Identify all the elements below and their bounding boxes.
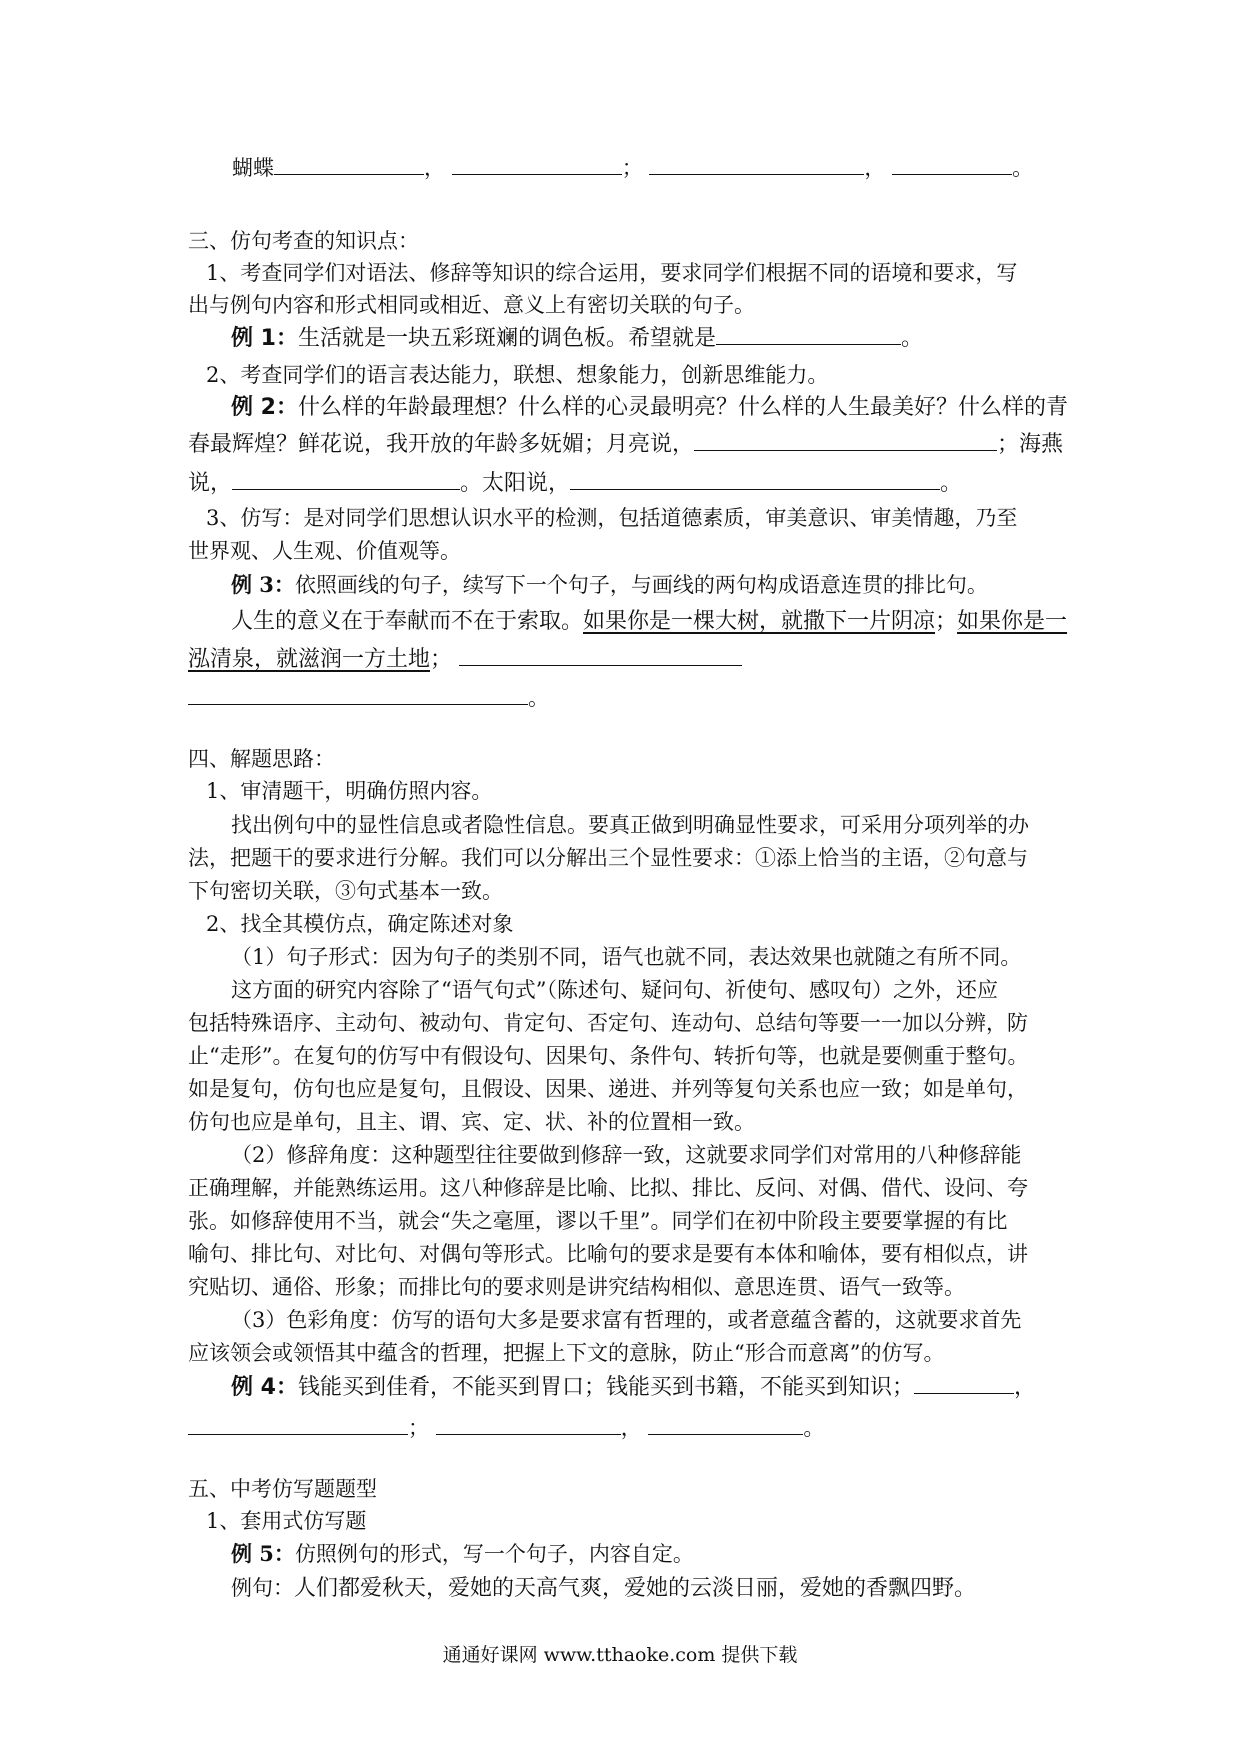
example-5-sentence: 例句：人们都爱秋天，爱她的天高气爽，爱她的云淡日丽，爱她的香飘四野。	[231, 1576, 977, 1601]
section-3-heading: 三、仿句考查的知识点：	[188, 229, 419, 253]
answer-blank[interactable]	[436, 1414, 621, 1435]
example-3-line: 泓清泉，就滋润一方土地；	[188, 645, 742, 675]
answer-blank[interactable]	[648, 1414, 803, 1435]
section-5-heading: 五、中考仿写题题型	[188, 1477, 377, 1501]
paragraph: 应该领会或领悟其中蕴含的哲理，把握上下文的意脉，防止“形合而意离”的仿写。	[188, 1341, 945, 1365]
paragraph: 法，把题干的要求进行分解。我们可以分解出三个显性要求：①添上恰当的主语，②句意与	[188, 846, 1028, 870]
butterfly-fill-line: 蝴蝶 ， ； ， 。	[232, 156, 1034, 180]
answer-blank[interactable]	[649, 154, 864, 175]
answer-blank[interactable]	[459, 645, 742, 666]
example-3-line: 人生的意义在于奉献而不在于索取。如果你是一棵大树，就撒下一片阴凉；如果你是一	[231, 609, 1068, 634]
paragraph: 2、找全其模仿点，确定陈述对象	[206, 912, 514, 936]
example-2-line: 春最辉煌？鲜花说，我开放的年龄多妩媚；月亮说， ；海燕	[188, 432, 1064, 457]
answer-blank[interactable]	[694, 430, 997, 451]
paragraph: （3）色彩角度：仿写的语句大多是要求富有哲理的，或者意蕴含蓄的，这就要求首先	[231, 1308, 1022, 1332]
paragraph: 出与例句内容和形式相同或相近、意义上有密切关联的句子。	[188, 293, 755, 317]
paragraph: 仿句也应是单句，且主、谓、宾、定、状、补的位置相一致。	[188, 1110, 755, 1134]
example-2: 例 2：什么样的年龄最理想？什么样的心灵最明亮？什么样的人生最美好？什么样的青	[231, 395, 1068, 420]
paragraph: 喻句、排比句、对比句、对偶句等形式。比喻句的要求是要有本体和喻体，要有相似点，讲	[188, 1242, 1028, 1266]
example-4: 例 4：钱能买到佳肴，不能买到胃口；钱能买到书籍，不能买到知识； ，	[231, 1375, 1036, 1400]
answer-blank[interactable]	[188, 1414, 408, 1435]
page-footer: 通通好课网 www.tthaoke.com 提供下载	[442, 1644, 798, 1666]
paragraph: 2、考查同学们的语言表达能力，联想、想象能力，创新思维能力。	[206, 363, 829, 387]
answer-blank[interactable]	[274, 154, 424, 175]
paragraph: 找出例句中的显性信息或者隐性信息。要真正做到明确显性要求，可采用分项列举的办	[231, 813, 1029, 837]
paragraph: （1）句子形式：因为句子的类别不同，语气也就不同，表达效果也就随之有所不同。	[231, 945, 1022, 969]
paragraph: 如是复句，仿句也应是复句，且假设、因果、递进、并列等复句关系也应一致；如是单句，	[188, 1077, 1028, 1101]
butterfly-word: 蝴蝶	[232, 156, 274, 180]
answer-blank[interactable]	[570, 469, 940, 490]
paragraph: 包括特殊语序、主动句、被动句、肯定句、否定句、连动句、总结句等要一一加以分辨，防	[188, 1011, 1028, 1035]
example-1: 例 1：生活就是一块五彩斑斓的调色板。希望就是 。	[231, 326, 923, 351]
example-2-line: 说， 。太阳说， 。	[188, 471, 963, 496]
example-5: 例 5：仿照例句的形式，写一个句子，内容自定。	[231, 1541, 694, 1566]
paragraph: 1、审清题干，明确仿照内容。	[206, 779, 493, 803]
answer-blank[interactable]	[452, 154, 622, 175]
paragraph: 1、考查同学们对语法、修辞等知识的综合运用，要求同学们根据不同的语境和要求，写	[206, 261, 1018, 285]
paragraph: 张。如修辞使用不当，就会“失之毫厘，谬以千里”。同学们在初中阶段主要要掌握的有比	[188, 1209, 1008, 1233]
example-3-line: 。	[188, 683, 549, 713]
answer-blank[interactable]	[914, 1373, 1014, 1394]
paragraph: 下句密切关联，③句式基本一致。	[188, 879, 503, 903]
paragraph: 这方面的研究内容除了“语气句式”（陈述句、疑问句、祈使句、感叹句）之外，还应	[231, 978, 998, 1002]
paragraph: 正确理解，并能熟练运用。这八种修辞是比喻、比拟、排比、反问、对偶、借代、设问、夸	[188, 1176, 1028, 1200]
paragraph: 世界观、人生观、价值观等。	[188, 539, 461, 563]
answer-blank[interactable]	[716, 324, 901, 345]
paragraph: 止“走形”。在复句的仿写中有假设句、因果句、条件句、转折句等，也就是要侧重于整句。	[188, 1044, 1029, 1068]
paragraph: （2）修辞角度：这种题型往往要做到修辞一致，这就要求同学们对常用的八种修辞能	[231, 1143, 1022, 1167]
paragraph: 究贴切、通俗、形象；而排比句的要求则是讲究结构相似、意思连贯、语气一致等。	[188, 1275, 965, 1299]
answer-blank[interactable]	[892, 154, 1012, 175]
paragraph: 3、仿写：是对同学们思想认识水平的检测，包括道德素质，审美意识、审美情趣，乃至	[206, 506, 1018, 530]
answer-blank[interactable]	[188, 684, 528, 705]
section-4-heading: 四、解题思路：	[188, 747, 335, 771]
answer-blank[interactable]	[232, 469, 460, 490]
paragraph: 1、套用式仿写题	[206, 1509, 367, 1533]
example-4-line: ； ， 。	[188, 1413, 824, 1443]
example-3: 例 3：依照画线的句子，续写下一个句子，与画线的两句构成语意连贯的排比句。	[231, 572, 988, 597]
